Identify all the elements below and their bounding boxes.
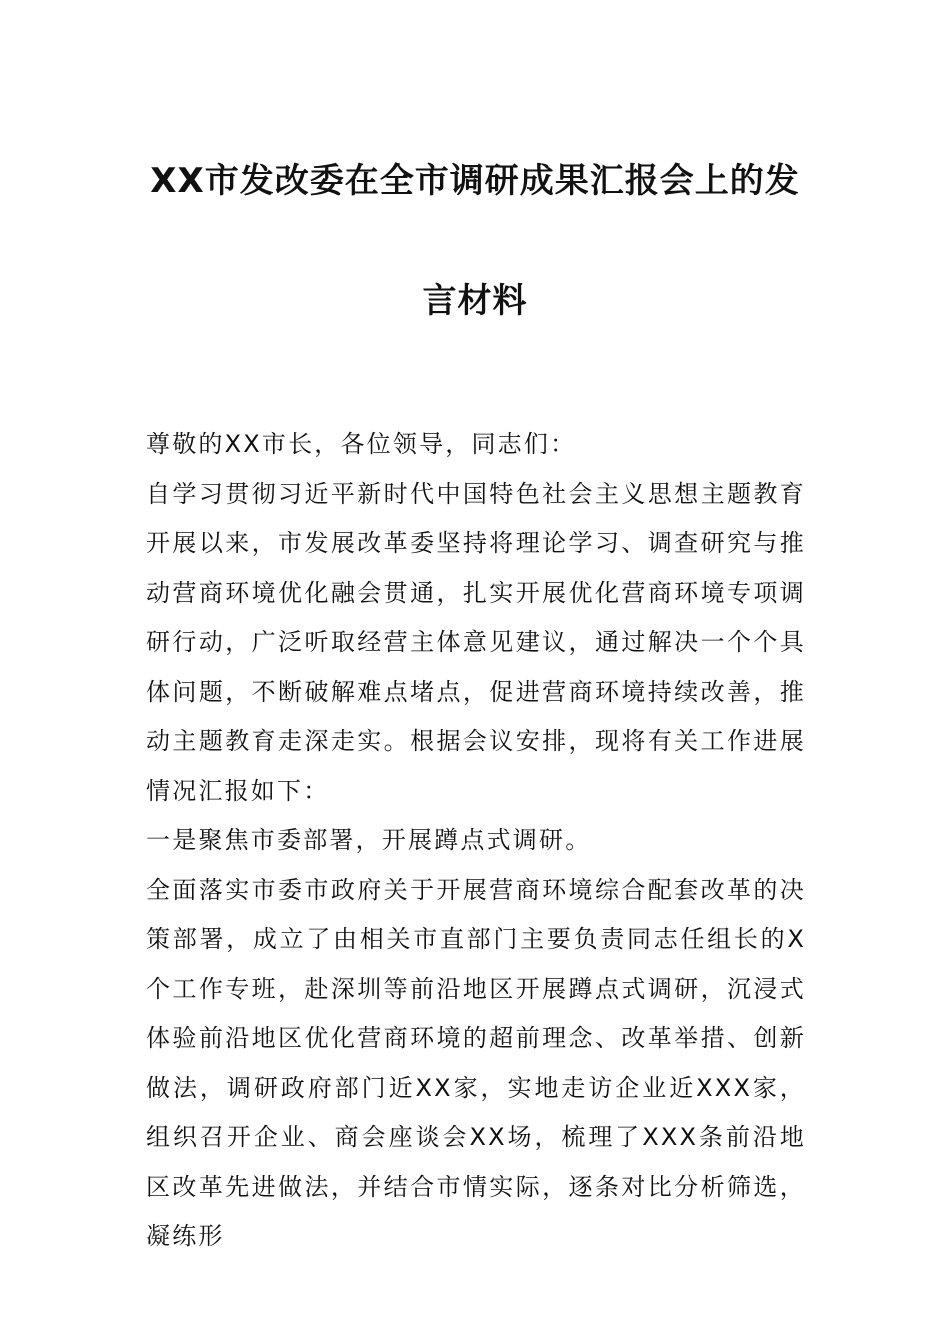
document-title-line-2: 言材料 bbox=[422, 281, 528, 321]
document-title-line-1: XX市发改委在全市调研成果汇报会上的发 bbox=[150, 161, 800, 201]
paragraph-section-1: 全面落实市委市政府关于开展营商环境综合配套改革的决策部署，成立了由相关市直部门主要负责同志任组长的X个工作专班，赴深圳等前沿地区开展蹲点式调研，沉浸式体验前沿地区优化营商环境的超前理念、改革举措、创新做法，调研政府部门近XX家，实地走访企业近XXX家，组织召开企业、商会座谈会XX场，梳理了XXX条前沿地区改革先进做法，并结合市情实际，逐条对比分析筛选，凝练形 bbox=[146, 875, 806, 1250]
document-body bbox=[146, 420, 806, 1262]
paragraph-intro: 自学习贯彻习近平新时代中国特色社会主义思想主题教育开展以来，市发展改革委坚持将理论学习、调查研究与推动营商环境优化融会贯通，扎实开展优化营商环境专项调研行动，广泛听取经营主体意见建议，通过解决一个个具体问题，不断破解难点堵点，促进营商环境持续改善，推动主题教育走深走实。根据会议安排，现将有关工作进展情况汇报如下： bbox=[146, 479, 806, 805]
section-heading-1: 一是聚焦市委部署，开展蹲点式调研。 bbox=[146, 826, 592, 854]
salutation: 尊敬的XX市长，各位领导，同志们： bbox=[146, 430, 577, 458]
